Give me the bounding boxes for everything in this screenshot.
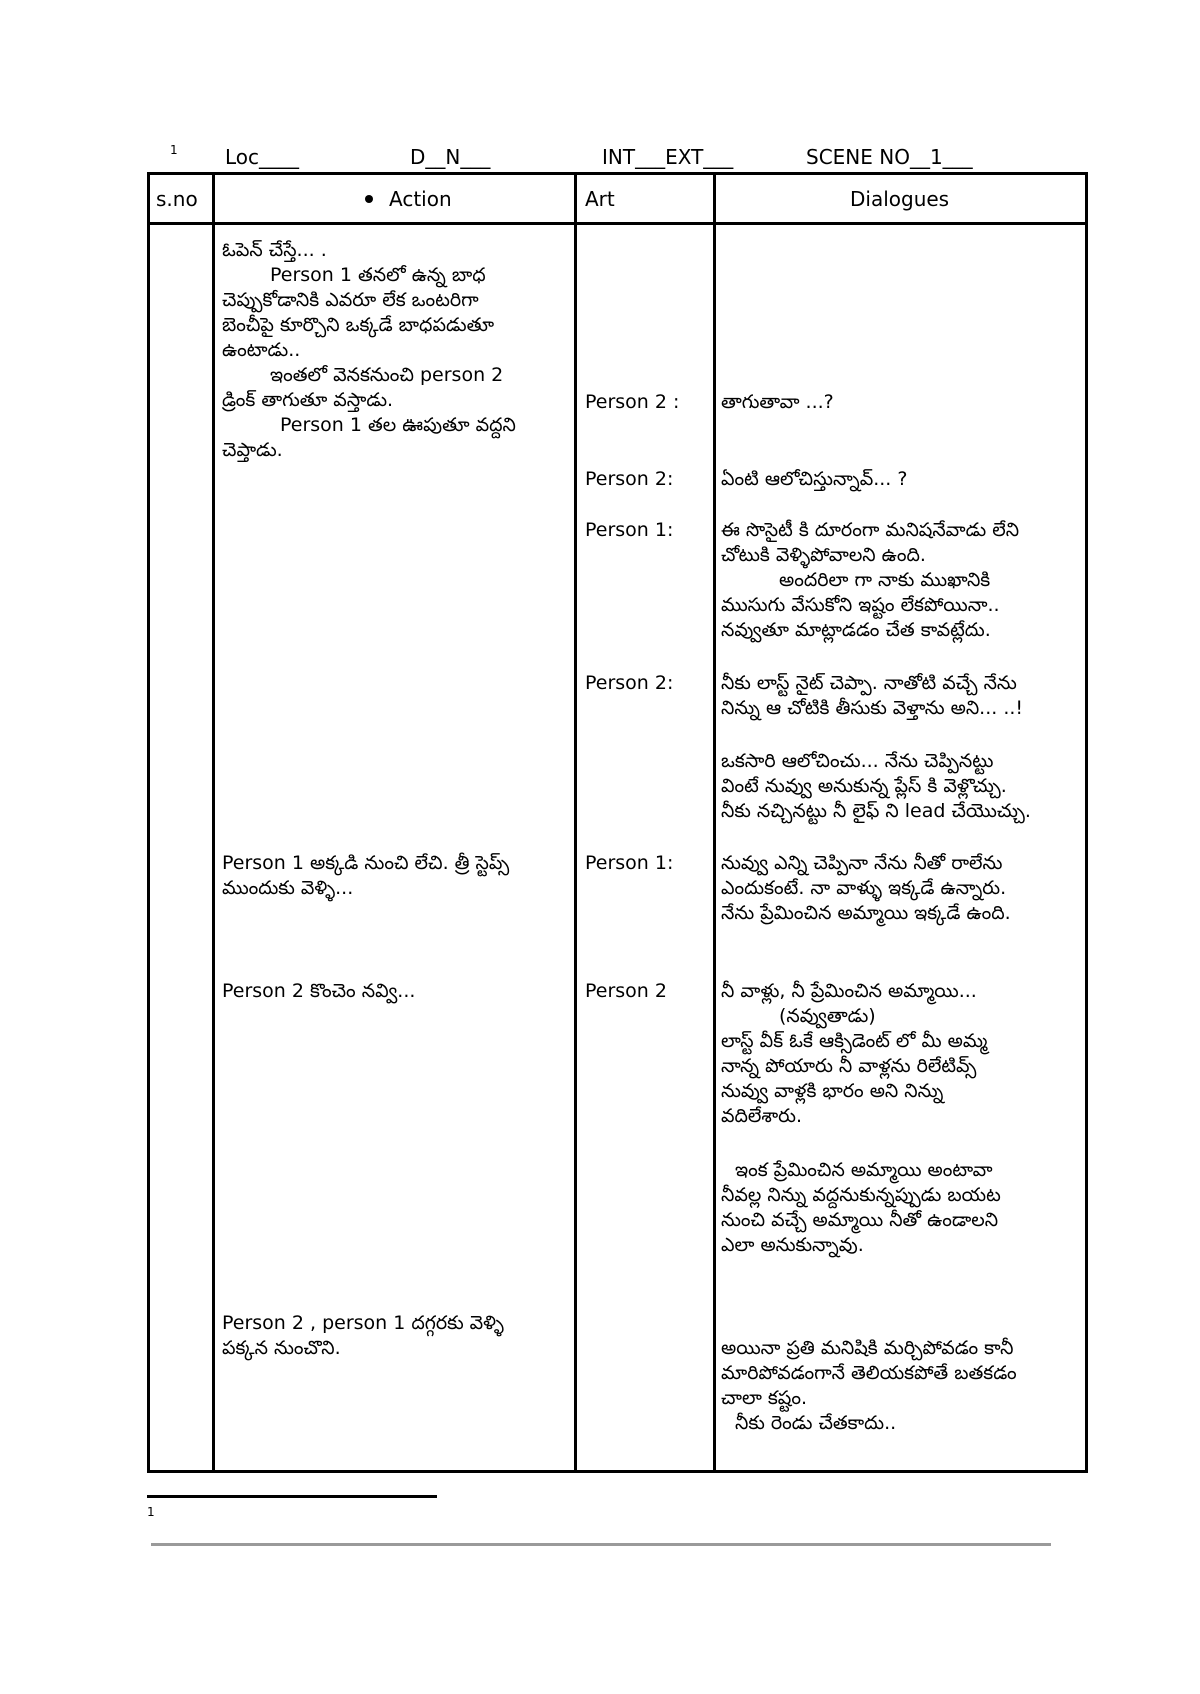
dialogue-line: (నవ్వుతాడు) — [779, 1005, 876, 1027]
dialogue-line: ఒకసారి ఆలోచించు... నేను చెప్పినట్టు — [721, 750, 994, 772]
dialogue-line: నువ్వు వాళ్లకి భారం అని నిన్ను — [721, 1080, 944, 1102]
dialogue-line: వింటే నువ్వు అనుకున్న ప్లేస్ కి వెళ్లొచ్చు. — [721, 775, 1007, 797]
dialogue-line: నువ్వు ఎన్ని చెప్పినా నేను నీతో రాలేను — [721, 852, 1003, 874]
dialogue-line: ఈ సొసైటీ కి దూరంగా మనిషనేవాడు లేని — [721, 519, 1020, 541]
action-line: డ్రింక్ తాగుతూ వస్తాడు. — [222, 389, 394, 411]
column-divider — [574, 172, 577, 1473]
dialogue-line: చాలా కష్టం. — [721, 1387, 808, 1409]
footnote-separator — [147, 1495, 437, 1498]
dialogue-line: ముసుగు వేసుకోని ఇష్టం లేకపోయినా.. — [721, 594, 1000, 616]
dialogue-block — [721, 518, 1091, 643]
column-header-art: Art — [585, 187, 615, 211]
column-header-sno: s.no — [156, 187, 198, 211]
scene-number-field: SCENE NO__1___ — [806, 145, 973, 169]
action-block — [222, 1311, 562, 1361]
action-line: పక్కన నుంచొని. — [222, 1337, 341, 1359]
dialogue-block — [721, 851, 1091, 926]
action-line: ముందుకు వెళ్ళి... — [222, 877, 354, 899]
action-line: Person 1 అక్కడి నుంచి లేచి. త్రీ స్టెప్స్ — [222, 852, 510, 874]
character-name: Person 1: — [585, 519, 674, 541]
dialogue-block — [721, 671, 1091, 721]
dialogue-line: నిన్ను ఆ చోటికి తీసుకు వెళ్తాను అని... ..! — [721, 697, 1024, 719]
column-header-action — [365, 186, 452, 212]
dialogue-line: నేను ప్రేమించిన అమ్మాయి ఇక్కడే ఉంది. — [721, 902, 1011, 924]
action-block — [222, 238, 562, 463]
character-name: Person 1: — [585, 852, 674, 874]
dialogue-line: ఇంక ప్రేమించిన అమ్మాయి అంటావా — [735, 1159, 993, 1181]
dialogue-block — [721, 979, 1091, 1129]
dialogue-line: లాస్ట్ వీక్ ఓకే ఆక్సిడెంట్ లో మీ అమ్మ — [721, 1030, 988, 1052]
int-ext-field: INT___EXT___ — [602, 145, 734, 169]
dialogue-line: అయినా ప్రతి మనిషికి మర్చిపోవడం కానీ — [721, 1337, 1014, 1359]
action-line: ఇంతలో వెనకనుంచి person 2 — [270, 364, 504, 386]
dialogue-line: అందరిలా గా నాకు ముఖానికి — [779, 569, 991, 591]
action-line: చెప్తాడు. — [222, 439, 283, 461]
character-name: Person 2: — [585, 468, 674, 490]
dialogue-block — [721, 467, 1091, 492]
page-divider — [151, 1543, 1051, 1546]
action-block — [222, 979, 562, 1004]
footnote-marker: 1 — [170, 143, 178, 157]
action-line: ఓపెన్ చేస్తే... . — [222, 239, 327, 261]
action-line: బెంచీపై కూర్చొని ఒక్కడే బాధపడుతూ — [222, 314, 495, 336]
action-line: Person 1 తల ఊపుతూ వద్దని — [280, 414, 516, 436]
dialogue-line: ఎందుకంటే. నా వాళ్ళు ఇక్కడే ఉన్నారు. — [721, 877, 1007, 899]
header-row-divider — [147, 222, 1088, 225]
character-name: Person 2 : — [585, 391, 680, 413]
dialogue-line: నీ వాళ్లు, నీ ప్రేమించిన అమ్మాయి... — [721, 980, 977, 1002]
action-line: ఉంటాడు.. — [222, 339, 301, 361]
column-header-action-label: Action — [389, 187, 452, 211]
dialogue-line: ఎలా అనుకున్నావు. — [721, 1234, 864, 1256]
column-divider — [713, 172, 716, 1473]
dialogue-line: నవ్వుతూ మాట్లాడడం చేత కావట్లేదు. — [721, 619, 991, 641]
action-block — [222, 851, 562, 901]
bullet-icon — [365, 195, 373, 203]
dialogue-line: తాగుతావా ...? — [721, 391, 834, 413]
dialogue-line: మారిపోవడంగానే తెలియకపోతే బతకడం — [721, 1362, 1017, 1384]
dialogue-line: నుంచి వచ్చే అమ్మాయి నీతో ఉండాలని — [721, 1209, 999, 1231]
dialogue-line: నాన్న పోయారు నీ వాళ్లను రిలేటివ్స్ — [721, 1055, 977, 1077]
dialogue-line: చోటుకి వెళ్ళిపోవాలని ఉంది. — [721, 544, 926, 566]
dialogue-line: నీకు రెండు చేతకాదు.. — [735, 1412, 897, 1434]
action-line: Person 2 , person 1 దగ్గరకు వెళ్ళి — [222, 1312, 504, 1334]
character-name: Person 2 — [585, 980, 667, 1002]
dialogue-block — [721, 390, 1091, 415]
action-line: Person 2 కొంచెం నవ్వి... — [222, 980, 416, 1002]
location-field: Loc____ — [225, 145, 300, 169]
dialogue-line: నీకు లాస్ట్ నైట్ చెప్పా. నాతోటి వచ్చే నేను — [721, 672, 1017, 694]
dialogue-line: నీవల్ల నిన్ను వద్దనుకున్నప్పుడు బయట — [721, 1184, 1001, 1206]
dialogue-line: నీకు నచ్చినట్టు నీ లైఫ్ ని lead చేయొచ్చు. — [721, 800, 1031, 822]
day-night-field: D__N___ — [410, 145, 491, 169]
dialogue-block — [721, 749, 1091, 824]
footnote-number: 1 — [147, 1505, 155, 1519]
column-header-dialogues: Dialogues — [850, 187, 950, 211]
action-line: చెప్పుకోడానికి ఎవరూ లేక ఒంటరిగా — [222, 289, 479, 311]
dialogue-block — [721, 1158, 1091, 1258]
dialogue-block — [721, 1336, 1091, 1436]
character-name: Person 2: — [585, 672, 674, 694]
dialogue-line: వదిలేశారు. — [721, 1105, 803, 1127]
dialogue-line: ఏంటి ఆలోచిస్తున్నావ్... ? — [721, 468, 908, 490]
column-divider — [212, 172, 215, 1473]
action-line: Person 1 తనలో ఉన్న బాధ — [270, 264, 486, 286]
